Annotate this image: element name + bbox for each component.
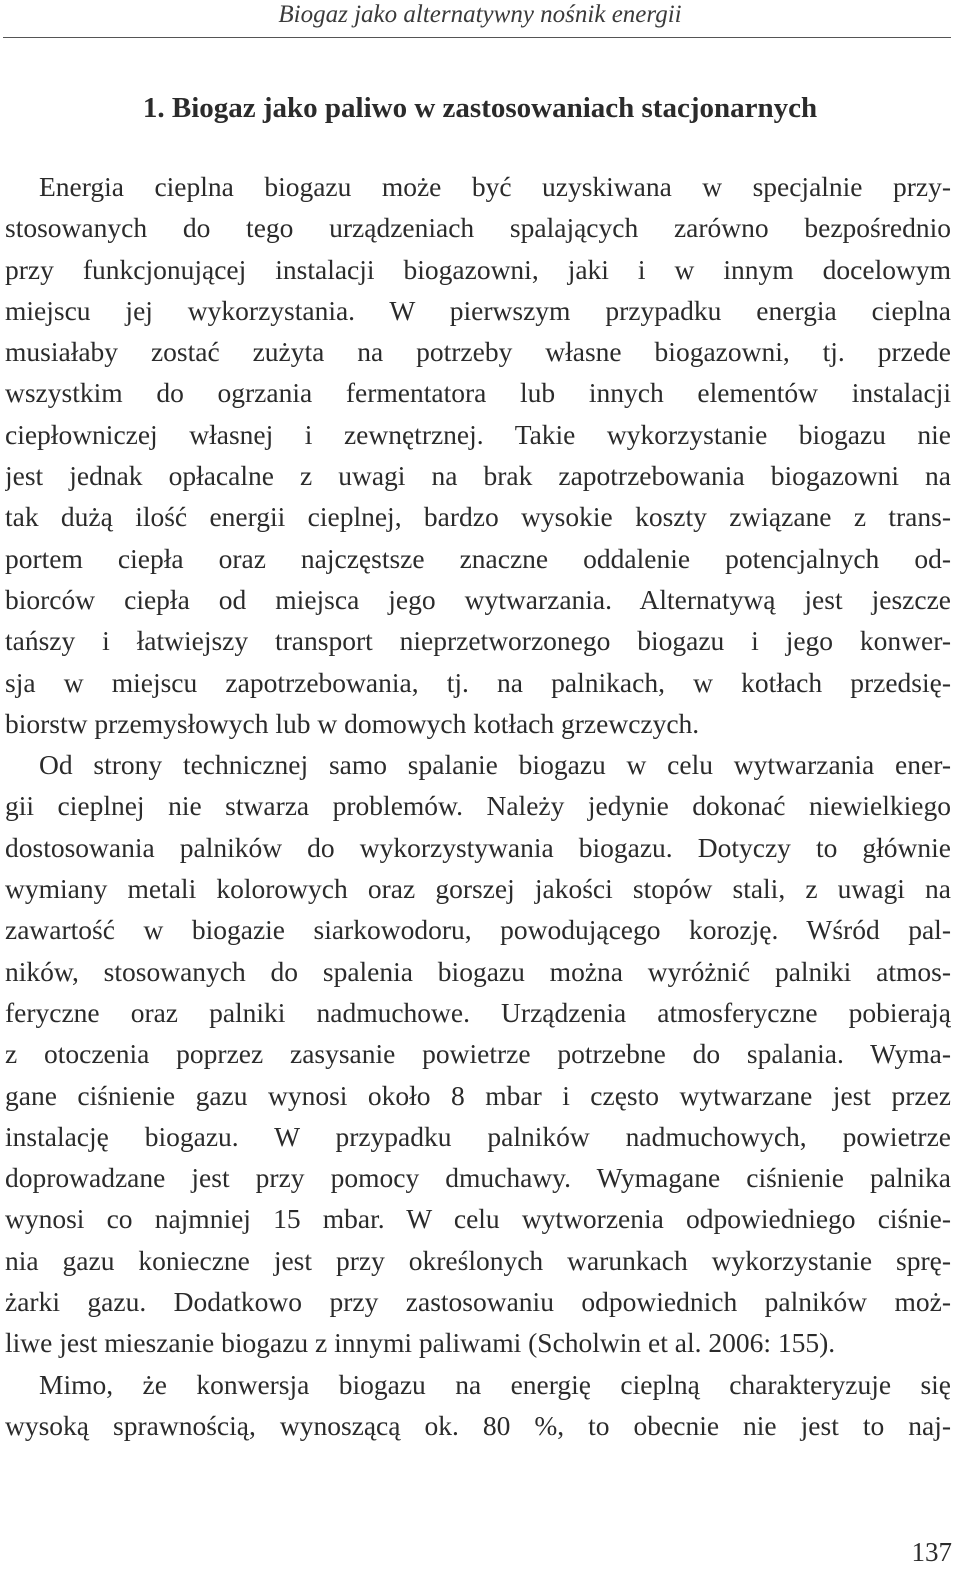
text-line: feryczne oraz palniki nadmuchowe. Urządzenia atmosferyczne pobierają xyxy=(5,996,951,1028)
running-header-title: Biogaz jako alternatywny nośnik energii xyxy=(278,1,682,28)
running-header xyxy=(0,0,960,30)
text-line: dostosowania palników do wykorzystywania biogazu. Dotyczy to głównie xyxy=(5,831,951,863)
text-line: Mimo, że konwersja biogazu na energię cieplną charakteryzuje się xyxy=(39,1368,951,1400)
text-line: doprowadzane jest przy pomocy dmuchawy. Wymagane ciśnienie palnika xyxy=(5,1162,951,1194)
text-line: wszystkim do ogrzania fermentatora lub innych elementów instalacji xyxy=(5,377,951,409)
text-line: przy funkcjonującej instalacji biogazowni, jaki i w innym docelowym xyxy=(5,253,951,285)
text-line: z otoczenia poprzez zasysanie powietrze potrzebne do spalania. Wyma- xyxy=(5,1038,951,1070)
text-line: biorstw przemysłowych lub w domowych kotłach grzewczych. xyxy=(5,707,700,739)
text-line: gii cieplnej nie stwarza problemów. Należy jedynie dokonać niewielkiego xyxy=(5,790,951,822)
text-line: musiałaby zostać zużyta na potrzeby własne biogazowni, tj. przede xyxy=(5,336,951,368)
text-line: stosowanych do tego urządzeniach spalających zarówno bezpośrednio xyxy=(5,212,951,244)
text-line: ników, stosowanych do spalenia biogazu można wyróżnić palniki atmos- xyxy=(5,955,951,987)
text-line: biorców ciepła od miejsca jego wytwarzania. Alternatywą jest jeszcze xyxy=(5,583,951,615)
text-line: tak dużą ilość energii cieplnej, bardzo wysokie koszty związane z trans- xyxy=(5,501,951,533)
text-line: tańszy i łatwiejszy transport nieprzetworzonego biogazu i jego konwer- xyxy=(5,625,951,657)
text-line: wysoką sprawnością, wynoszącą ok. 80 %, to obecnie nie jest to naj- xyxy=(5,1409,951,1441)
text-line: Od strony technicznej samo spalanie biogazu w celu wytwarzania ener- xyxy=(39,749,951,781)
paragraph-1 xyxy=(5,166,951,744)
text-line: Energia cieplna biogazu może być uzyskiwana w specjalnie przy- xyxy=(39,171,951,202)
text-line: nia gazu konieczne jest przy określonych warunkach wykorzystanie sprę- xyxy=(5,1244,951,1276)
text-line: portem ciepła oraz najczęstsze znaczne oddalenie potencjalnych od- xyxy=(5,542,951,574)
header-rule xyxy=(3,37,951,38)
text-line: zawartość w biogazie siarkowodoru, powodującego korozję. Wśród pal- xyxy=(5,914,951,946)
text-line: żarki gazu. Dodatkowo przy zastosowaniu odpowiednich palników moż- xyxy=(5,1286,951,1318)
paragraph-2 xyxy=(5,744,951,1363)
text-line: instalację biogazu. W przypadku palników nadmuchowych, powietrze xyxy=(5,1120,951,1152)
text-line: sja w miejscu zapotrzebowania, tj. na palnikach, w kotłach przedsię- xyxy=(5,666,951,698)
text-line: wymiany metali kolorowych oraz gorszej jakości stopów stali, z uwagi na xyxy=(5,873,951,905)
text-line: miejscu jej wykorzystania. W pierwszym przypadku energia cieplna xyxy=(5,294,951,326)
paragraph-3 xyxy=(5,1364,951,1447)
body-text xyxy=(5,166,951,1446)
section-title: 1. Biogaz jako paliwo w zastosowaniach stacjonarnych xyxy=(142,92,818,124)
text-line: ciepłowniczej własnej i zewnętrznej. Takie wykorzystanie biogazu nie xyxy=(5,418,951,450)
text-line: jest jednak opłacalne z uwagi na brak zapotrzebowania biogazowni na xyxy=(5,460,951,492)
page-number: 137 xyxy=(911,1537,952,1567)
text-line: liwe jest mieszanie biogazu z innymi paliwami (Scholwin et al. 2006: 155). xyxy=(5,1327,836,1359)
text-line: wynosi co najmniej 15 mbar. W celu wytworzenia odpowiedniego ciśnie- xyxy=(5,1203,951,1235)
text-line: gane ciśnienie gazu wynosi około 8 mbar i często wytwarzane jest przez xyxy=(5,1079,951,1111)
